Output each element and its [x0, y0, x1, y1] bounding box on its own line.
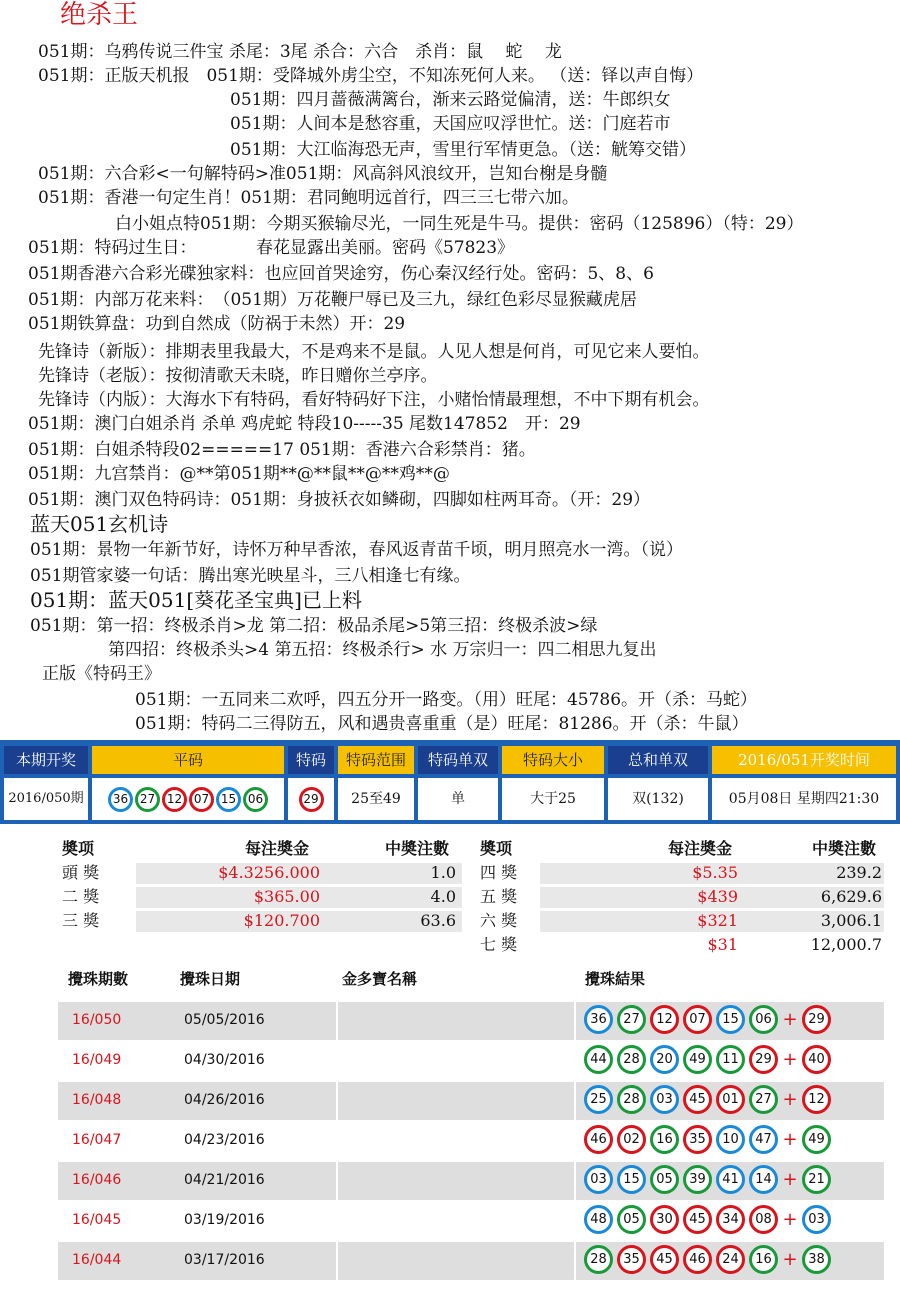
lottery-ball: 35 [683, 1125, 712, 1154]
text-line: 051期：六合彩<一句解特码>准051期：风高斜风浪纹开，岂知台榭是身髓 [38, 164, 608, 184]
text-line: 先锋诗（新版）：排期表里我最大，不是鸡来不是鼠。人见人想是何肖，可见它来人要怕。 [38, 342, 710, 362]
row-background [338, 1202, 574, 1240]
lottery-ball: 12 [162, 787, 187, 812]
lottery-ball: 14 [749, 1165, 778, 1194]
text-line: 051期铁算盘：功到自然成（防祸于未然）开：29 [28, 314, 406, 334]
lottery-ball: 45 [683, 1085, 712, 1114]
draw-result [582, 1085, 833, 1114]
lottery-ball: 07 [683, 1005, 712, 1034]
prize-header-count-right: 中奬注數 [812, 839, 877, 858]
text-line: 蓝天051玄机诗 [30, 512, 169, 536]
draw-result [582, 1165, 833, 1194]
lottery-ball: 11 [716, 1045, 745, 1074]
lottery-ball: 16 [749, 1245, 778, 1274]
lottery-ball: 03 [584, 1165, 613, 1194]
text-line: 051期：蓝天051[葵花圣宝典]已上料 [30, 588, 362, 612]
lottery-ball: 15 [716, 1005, 745, 1034]
draw-id: 16/047 [72, 1132, 122, 1148]
draw-result [582, 1005, 833, 1034]
plus-icon: + [782, 1209, 798, 1230]
prize-count: 6,629.6 [820, 887, 882, 906]
result-bar [0, 740, 900, 824]
text-line: 051期：内部万花来料： （051期）万花鞭尸辱已及三九，绿红色彩尽显猴藏虎居 [28, 290, 637, 310]
lottery-ball: 25 [584, 1085, 613, 1114]
lottery-ball: 20 [650, 1045, 679, 1074]
text-line: 051期：正版天机报 051期：受降城外虏尘空，不知冻死何人来。 （送：铎以声自悔） [38, 66, 704, 86]
lottery-ball: 30 [650, 1205, 679, 1234]
row-background [338, 1122, 574, 1160]
plus-icon: + [782, 1009, 798, 1030]
lottery-ball: 10 [716, 1125, 745, 1154]
table-row [58, 1202, 884, 1240]
text-line: 051期：澳门双色特码诗：051期：身披袄衣如鳞砌，四脚如柱两耳奇。（开：29） [28, 490, 651, 510]
text-line: 051期：第一招：终极杀肖>龙 第二招：极品杀尾>5第三招：终极杀波>绿 [30, 616, 598, 636]
lottery-ball: 21 [802, 1165, 831, 1194]
lottery-ball: 01 [716, 1085, 745, 1114]
draw-id: 16/050 [72, 1012, 122, 1028]
lottery-ball: 05 [650, 1165, 679, 1194]
header-special-range: 特码范围 [338, 746, 414, 774]
lottery-ball: 45 [650, 1245, 679, 1274]
draw-id: 16/046 [72, 1172, 122, 1188]
lottery-ball: 27 [749, 1085, 778, 1114]
prize-count: 12,000.7 [810, 935, 882, 954]
text-line: 第四招：终极杀头>4 第五招：终极杀行> 水 万宗归一：四二相思九复出 [108, 640, 657, 660]
draw-result [582, 1205, 833, 1234]
prize-header-name: 奬项 [62, 839, 95, 858]
prize-amount: $4.3256.000 [218, 863, 320, 882]
text-line: 051期：一五同来二欢呼，四五分开一路变。（用）旺尾：45786。开（杀：马蛇） [135, 690, 758, 710]
plus-icon: + [782, 1049, 798, 1070]
prize-name: 四 獎 [480, 863, 518, 882]
text-line: 051期管家婆一句话：腾出寒光映星斗，三八相逢七有缘。 [30, 566, 471, 586]
prize-header-amount-right: 每注奬金 [668, 839, 733, 858]
plus-icon: + [782, 1129, 798, 1150]
special-bigsmall: 大于25 [502, 778, 604, 820]
prize-count: 63.6 [420, 911, 456, 930]
lottery-ball: 40 [802, 1045, 831, 1074]
header-special-oddeven: 特码单双 [418, 746, 498, 774]
special-range: 25至49 [338, 778, 414, 820]
prize-amount: $5.35 [692, 863, 738, 882]
prize-amount: $120.700 [243, 911, 320, 930]
header-regular-numbers: 平码 [92, 746, 284, 774]
draws-header-result: 攪珠結果 [585, 970, 646, 988]
text-line: 051期：特码二三得防五，风和遇贵喜重重（是）旺尾：81286。开（杀：牛鼠） [135, 714, 749, 734]
draws-header-date: 攪珠日期 [180, 970, 241, 988]
lottery-ball: 16 [650, 1125, 679, 1154]
plus-icon: + [782, 1089, 798, 1110]
draw-id: 16/045 [72, 1212, 122, 1228]
special-ball [288, 778, 334, 820]
lottery-ball: 39 [683, 1165, 712, 1194]
draws-header-name: 金多寶名稱 [342, 970, 418, 988]
lottery-ball: 41 [716, 1165, 745, 1194]
prize-count: 3,006.1 [820, 911, 882, 930]
lottery-ball: 28 [617, 1085, 646, 1114]
table-row [58, 1122, 884, 1160]
lottery-ball: 36 [108, 787, 133, 812]
prize-count: 4.0 [430, 887, 456, 906]
text-line: 051期香港六合彩光碟独家料：也应回首哭途穷，伤心秦汉经行处。密码：5、8、6 [28, 264, 654, 284]
prize-amount: $439 [697, 887, 738, 906]
header-special-bigsmall: 特码大小 [502, 746, 604, 774]
draw-result [582, 1245, 833, 1274]
prize-name: 五 獎 [480, 887, 518, 906]
header-current-draw: 本期开奖 [4, 746, 88, 774]
prize-name: 七 獎 [480, 935, 518, 954]
text-line: 051期：人间本是愁容重，天国应叹浮世忙。送：门庭若市 [230, 114, 671, 134]
lottery-ball: 47 [749, 1125, 778, 1154]
lottery-ball: 35 [617, 1245, 646, 1274]
draw-period: 2016/050期 [4, 778, 88, 820]
prize-name: 三 獎 [62, 911, 100, 930]
text-line: 先锋诗（内版）：大海水下有特码，看好特码好下注，小赌怡情最理想，不中下期有机会。 [38, 390, 710, 410]
lottery-ball: 29 [299, 787, 324, 812]
text-line: 051期：特码过生日： 春花显露出美丽。密码《57823》 [28, 238, 515, 258]
plus-icon: + [782, 1169, 798, 1190]
row-background [338, 1082, 574, 1120]
header-special-number: 特码 [288, 746, 334, 774]
draw-date: 04/21/2016 [184, 1172, 265, 1188]
text-line: 051期：九宫禁肖：@**第051期**@**鼠**@**鸡**@ [28, 464, 450, 484]
text-line: 白小姐点特051期：今期买猴输尽光，一同生死是牛马。提供：密码（125896）（特：29） [115, 214, 804, 234]
lottery-ball: 06 [749, 1005, 778, 1034]
lottery-ball: 29 [802, 1005, 831, 1034]
lottery-ball: 24 [716, 1245, 745, 1274]
text-line: 051期：香港一句定生肖！051期：君同鲍明远首行，四三三七带六加。 [38, 188, 579, 208]
lottery-ball: 49 [802, 1125, 831, 1154]
lottery-ball: 44 [584, 1045, 613, 1074]
lottery-ball: 05 [617, 1205, 646, 1234]
table-row [58, 1082, 884, 1120]
table-row [58, 1242, 884, 1280]
text-line: 正版《特码王》 [42, 664, 161, 684]
text-line: 051期：大江临海恐无声，雪里行军情更急。（送：觥筹交错） [230, 140, 696, 160]
lottery-ball: 07 [189, 787, 214, 812]
sum-oddeven: 双(132) [608, 778, 708, 820]
lottery-ball: 48 [584, 1205, 613, 1234]
prize-amount: $365.00 [253, 887, 320, 906]
lottery-ball: 29 [749, 1045, 778, 1074]
next-draw-time: 05月08日 星期四21:30 [712, 778, 896, 820]
draw-id: 16/048 [72, 1092, 122, 1108]
regular-balls [92, 778, 284, 820]
prize-header-name-right: 奬项 [480, 839, 513, 858]
plus-icon: + [782, 1249, 798, 1270]
prize-count: 239.2 [836, 863, 882, 882]
row-background [338, 1242, 574, 1280]
lottery-ball: 38 [802, 1245, 831, 1274]
row-background [338, 1162, 574, 1200]
lottery-ball: 03 [802, 1205, 831, 1234]
row-background [338, 1042, 574, 1080]
lottery-ball: 08 [749, 1205, 778, 1234]
draw-date: 04/26/2016 [184, 1092, 265, 1108]
text-line: 051期：四月蔷薇满篱台，渐来云路觉偏清，送：牛郎织女 [230, 90, 671, 110]
lottery-ball: 12 [802, 1085, 831, 1114]
lottery-ball: 27 [135, 787, 160, 812]
table-row [58, 1162, 884, 1200]
text-line: 051期：景物一年新节好，诗怀万种早香浓，春风返青苗千顷，明月照亮水一湾。（说） [30, 540, 683, 560]
page-title: 绝杀王 [60, 0, 139, 30]
draws-header-period: 攪珠期數 [68, 970, 129, 988]
lottery-ball: 28 [584, 1245, 613, 1274]
draw-result [582, 1045, 833, 1074]
lottery-ball: 28 [617, 1045, 646, 1074]
prize-amount: $31 [707, 935, 738, 954]
prize-amount: $321 [697, 911, 738, 930]
lottery-ball: 03 [650, 1085, 679, 1114]
text-line: 051期：乌鸦传说三件宝 杀尾：3尾 杀合：六合 杀肖：鼠 蛇 龙 [38, 42, 562, 62]
lottery-ball: 12 [650, 1005, 679, 1034]
table-row [58, 1002, 884, 1040]
text-line: 051期：澳门白姐杀肖 杀单 鸡虎蛇 特段10-----35 尾数147852 开：29 [28, 414, 581, 434]
draw-date: 04/30/2016 [184, 1052, 265, 1068]
table-row [58, 1042, 884, 1080]
lottery-ball: 06 [243, 787, 268, 812]
lottery-ball: 02 [617, 1125, 646, 1154]
prize-count: 1.0 [430, 863, 456, 882]
draw-date: 03/17/2016 [184, 1252, 265, 1268]
lottery-ball: 36 [584, 1005, 613, 1034]
prize-name: 頭 獎 [62, 863, 100, 882]
lottery-ball: 45 [683, 1205, 712, 1234]
lottery-ball: 15 [617, 1165, 646, 1194]
header-sum-oddeven: 总和单双 [608, 746, 708, 774]
row-background [338, 1002, 574, 1040]
draw-date: 03/19/2016 [184, 1212, 265, 1228]
text-line: 051期：白姐杀特段02=====17 051期：香港六合彩禁肖：猪。 [28, 440, 536, 460]
lottery-ball: 46 [683, 1245, 712, 1274]
draw-result [582, 1125, 833, 1154]
lottery-ball: 34 [716, 1205, 745, 1234]
lottery-ball: 27 [617, 1005, 646, 1034]
lottery-ball: 49 [683, 1045, 712, 1074]
lottery-ball: 15 [216, 787, 241, 812]
special-oddeven: 单 [418, 778, 498, 820]
header-next-draw-time: 2016/051开奖时间 [712, 746, 896, 774]
lottery-ball: 46 [584, 1125, 613, 1154]
draw-date: 04/23/2016 [184, 1132, 265, 1148]
draw-id: 16/044 [72, 1252, 122, 1268]
prize-header-count: 中奬注數 [385, 839, 450, 858]
prize-name: 二 獎 [62, 887, 100, 906]
prize-header-amount: 每注奬金 [245, 839, 310, 858]
draw-id: 16/049 [72, 1052, 122, 1068]
prize-name: 六 獎 [480, 911, 518, 930]
text-line: 先锋诗（老版）：按彻清歌天未晓，昨日赠你兰亭序。 [38, 366, 438, 386]
draw-date: 05/05/2016 [184, 1012, 265, 1028]
